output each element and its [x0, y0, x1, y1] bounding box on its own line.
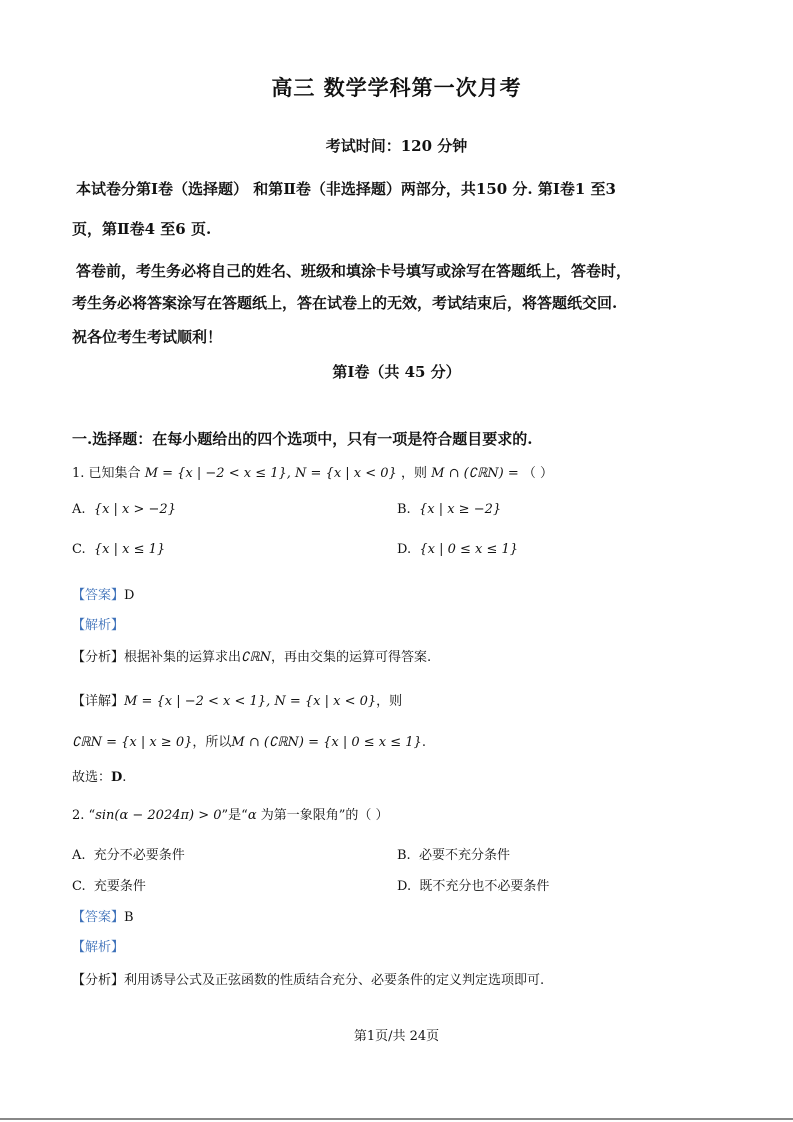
q1-option-c	[72, 542, 165, 557]
q1-stem-math2: M ∩ (∁ℝN) =	[431, 466, 519, 481]
option-text: 必要不充分条件	[418, 848, 510, 863]
q2-option-d	[397, 875, 549, 894]
intro-line-4: 考生务必将答案涂写在答题纸上，答在试卷上的无效，考试结束后，将答题纸交回.	[72, 294, 618, 312]
option-label: D.	[397, 879, 412, 894]
q1-stem-math: M = {x | −2 < x ≤ 1}, N = {x | x < 0}	[144, 466, 397, 481]
fenxi-tag: 【分析】	[72, 973, 125, 988]
option-label: D.	[397, 542, 412, 557]
q2-stem	[72, 804, 389, 823]
option-text: {x | 0 ≤ x ≤ 1}	[419, 542, 519, 557]
answer-value: D	[124, 588, 135, 603]
q1-detail-2	[72, 731, 426, 750]
q1-stem-paren: （ ）	[522, 466, 554, 481]
section-heading: 一.选择题：在每小题给出的四个选项中，只有一项是符合题目要求的.	[72, 430, 533, 448]
q2-stem-text: 为第一象限角”的（ ）	[256, 808, 389, 823]
q2-option-b	[397, 844, 510, 863]
choose-answer: D	[111, 770, 123, 785]
q1-detail	[72, 690, 402, 709]
page-footer: 第1页/共 24页	[353, 1029, 440, 1044]
q1-stem	[72, 462, 553, 481]
q2-option-a	[72, 844, 185, 863]
q1-analysis-tag: 【解析】	[72, 618, 125, 633]
fenxi-math: ∁ℝN	[241, 650, 271, 665]
choose-label: 故选：	[72, 770, 112, 785]
detail-math: M ∩ (∁ℝN) = {x | 0 ≤ x ≤ 1}	[231, 735, 422, 750]
q1-stem-mid: ，则	[400, 466, 427, 481]
q2-stem-math: sin(α − 2024π) > 0	[95, 808, 222, 823]
fenxi-text: 利用诱导公式及正弦函数的性质结合充分、必要条件的定义判定选项即可.	[124, 973, 545, 988]
q2-stem-text: ”是“	[221, 808, 248, 823]
detail-tag: 【详解】	[72, 694, 125, 709]
fenxi-tag: 【分析】	[72, 650, 125, 665]
option-text: 充分不必要条件	[93, 848, 185, 863]
option-label: B.	[397, 848, 411, 863]
option-label: C.	[72, 542, 86, 557]
option-label: A.	[72, 502, 86, 517]
q1-option-d	[397, 542, 518, 557]
section-title: 第Ⅰ卷（共 45 分）	[332, 363, 461, 381]
option-label: B.	[397, 502, 411, 517]
intro-line-1: 本试卷分第Ⅰ卷（选择题） 和第Ⅱ卷（非选择题）两部分，共150 分. 第Ⅰ卷1 至3	[76, 180, 616, 198]
exam-time: 考试时间：120 分钟	[325, 137, 468, 155]
q2-stem-text: 2. “	[72, 808, 96, 823]
option-text: {x | x > −2}	[93, 502, 176, 517]
choose-end: .	[122, 770, 127, 785]
fenxi-text: ，再由交集的运算可得答案.	[270, 650, 432, 665]
option-text: 既不充分也不必要条件	[419, 879, 550, 894]
option-label: A.	[72, 848, 86, 863]
option-text: {x | x ≤ 1}	[93, 542, 166, 557]
intro-line-2: 页，第Ⅱ卷4 至6 页.	[72, 220, 212, 238]
detail-text: ，所以	[192, 735, 232, 750]
page-title: 高三 数学学科第一次月考	[271, 75, 522, 100]
q1-answer	[72, 584, 134, 603]
q2-analysis-tag: 【解析】	[72, 940, 125, 955]
q1-stem-prefix: 1. 已知集合	[72, 466, 141, 481]
bottom-divider	[0, 1118, 793, 1120]
q1-option-b	[397, 502, 501, 517]
intro-line-5: 祝各位考生考试顺利！	[72, 328, 223, 346]
intro-line-3: 答卷前，考生务必将自己的姓名、班级和填涂卡号填写或涂写在答题纸上，答卷时，	[76, 262, 632, 280]
detail-math: ∁ℝN = {x | x ≥ 0}	[72, 735, 193, 750]
answer-tag: 【答案】	[72, 588, 125, 603]
fenxi-text: 根据补集的运算求出	[124, 650, 242, 665]
q2-answer	[72, 906, 134, 925]
q2-stem-alpha: α	[247, 808, 257, 823]
detail-text: ，则	[376, 694, 403, 709]
q2-option-c	[72, 875, 146, 894]
option-text: {x | x ≥ −2}	[418, 502, 502, 517]
answer-value: B	[124, 910, 134, 925]
q2-fenxi	[72, 969, 544, 988]
option-text: 充要条件	[93, 879, 146, 894]
q1-fenxi	[72, 646, 431, 665]
option-label: C.	[72, 879, 86, 894]
detail-text: .	[421, 735, 426, 750]
detail-math: M = {x | −2 < x < 1}, N = {x | x < 0}	[124, 694, 377, 709]
answer-tag: 【答案】	[72, 910, 125, 925]
q1-option-a	[72, 502, 176, 517]
q1-choose	[72, 766, 126, 785]
